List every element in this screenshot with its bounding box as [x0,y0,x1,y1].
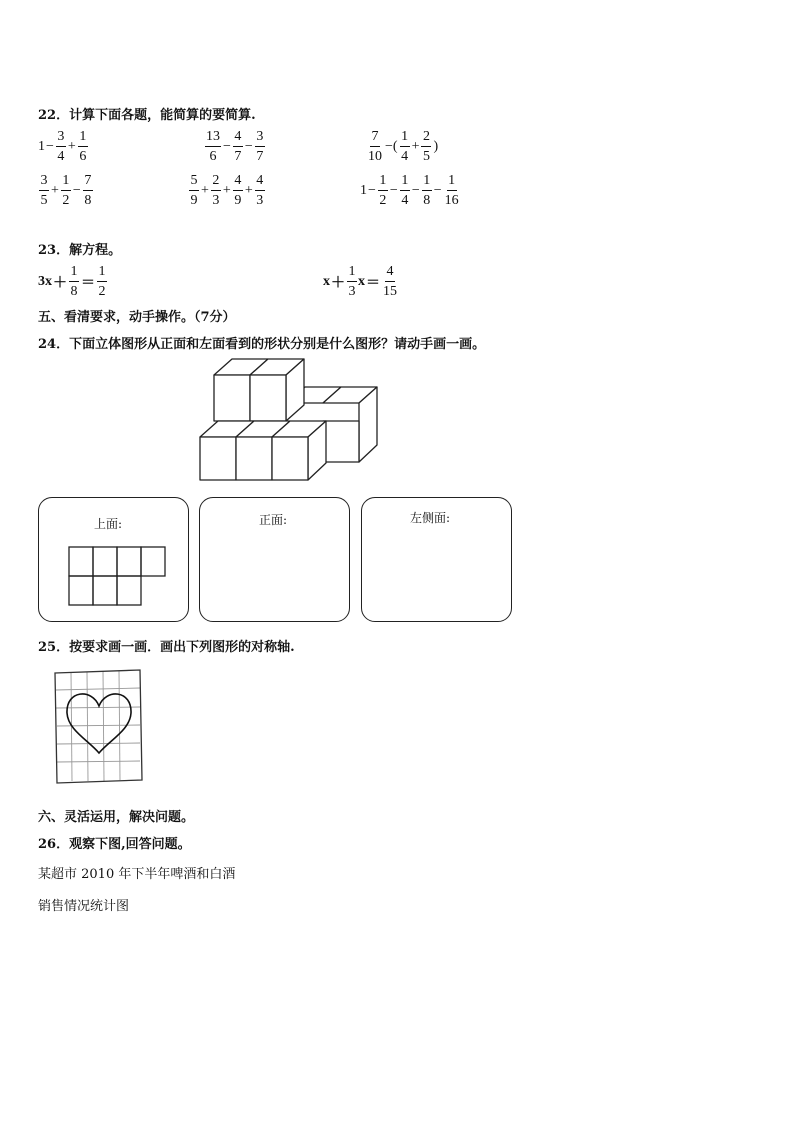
operator: ＋ [331,276,345,291]
operator: − [72,183,81,198]
denominator: 4 [57,149,65,164]
top-view-grid [68,546,168,608]
fraction [421,130,431,164]
fraction [422,174,432,208]
operator: + [67,139,76,154]
term: 3x [38,274,52,289]
denominator: 8 [70,284,78,299]
operator: − [389,183,398,198]
denominator: 2 [98,284,106,299]
q25-title: 25．按要求画一画．画出下列图形的对称轴. [38,640,295,655]
numerator: 1 [347,265,357,282]
numerator: 13 [205,130,221,147]
denominator: 2 [379,193,387,208]
fraction [400,174,410,208]
q26-title: 26．观察下图,回答问题。 [38,837,191,852]
term: x [323,274,330,289]
operator: − [46,139,54,154]
operator: − [368,183,376,198]
operator: + [244,183,253,198]
left-view-box[interactable] [361,497,512,622]
q23-title: 23．解方程。 [38,243,122,258]
operator: + [201,183,209,198]
front-view-label: 正面: [259,513,288,527]
numerator: 3 [255,130,265,147]
fraction [211,174,221,208]
denominator: 2 [62,193,70,208]
q22-expr-5 [188,174,266,208]
denominator: 8 [84,193,92,208]
q23-equation-2 [323,265,399,299]
denominator: 8 [423,193,431,208]
q23-equation-1 [38,265,108,299]
q24-title: 24．下面立体图形从正面和左面看到的形状分别是什么图形？请动手画一画。 [38,337,486,352]
chart-caption-line-1: 某超市 2010 年下半年啤酒和白酒 [38,867,236,882]
fraction [78,130,88,164]
numerator: 4 [233,130,243,147]
q22-expr-2 [204,130,266,164]
denominator: 7 [256,149,264,164]
fraction [255,174,265,208]
fraction [97,265,107,299]
numerator: 2 [421,130,431,147]
operator: + [411,139,420,154]
q22-title: 22．计算下面各题，能简算的要简算. [38,108,256,123]
numerator: 3 [39,174,49,191]
operator: −( [385,139,398,154]
fraction [367,130,383,164]
numerator: 1 [422,174,432,191]
denominator: 9 [190,193,198,208]
term: 1 [360,183,367,198]
numerator: 1 [69,265,79,282]
section-6-heading: 六、灵活运用，解决问题。 [38,810,195,825]
operator: ) [433,139,439,154]
top-view-label: 上面: [94,517,123,531]
denominator: 15 [383,284,397,299]
numerator: 1 [447,174,457,191]
operator: ＝ [366,276,380,291]
operator: − [244,139,253,154]
denominator: 10 [368,149,382,164]
numerator: 2 [211,174,221,191]
fraction [69,265,79,299]
fraction [378,174,388,208]
fraction [444,174,460,208]
denominator: 4 [401,193,409,208]
denominator: 4 [401,149,409,164]
operator: − [223,139,231,154]
operator: − [433,183,442,198]
fraction [233,130,243,164]
fraction [61,174,71,208]
fraction [39,174,49,208]
numerator: 5 [189,174,199,191]
operator: + [51,183,59,198]
numerator: 7 [370,130,380,147]
denominator: 6 [79,149,87,164]
numerator: 1 [61,174,71,191]
fraction [382,265,398,299]
numerator: 3 [56,130,66,147]
operator: ＋ [53,276,67,291]
operator: + [222,183,231,198]
chart-caption-line-2: 销售情况统计图 [38,899,130,914]
denominator: 3 [348,284,356,299]
operator: ＝ [81,276,95,291]
term: x [358,274,365,289]
denominator: 6 [209,149,217,164]
fraction [233,174,243,208]
denominator: 9 [234,193,242,208]
operator: − [411,183,420,198]
numerator: 7 [83,174,93,191]
denominator: 5 [422,149,430,164]
denominator: 3 [212,193,220,208]
section-5-heading: 五、看清要求，动手操作。（7分） [38,310,236,325]
denominator: 5 [40,193,48,208]
numerator: 4 [255,174,265,191]
fraction [400,130,410,164]
numerator: 4 [233,174,243,191]
denominator: 3 [256,193,264,208]
top-view-box [38,497,189,622]
q22-expr-4 [38,174,94,208]
front-view-box[interactable] [199,497,350,622]
fraction [255,130,265,164]
fraction [189,174,199,208]
fraction [347,265,357,299]
cube-solid-figure [195,355,380,485]
numerator: 1 [378,174,388,191]
numerator: 4 [385,265,395,282]
denominator: 7 [234,149,242,164]
left-view-label: 左侧面: [410,511,451,525]
numerator: 1 [97,265,107,282]
term: 1 [38,139,45,154]
q22-expr-1 [38,130,89,164]
numerator: 1 [400,130,410,147]
q22-expr-3 [366,130,439,164]
heart-grid-figure [52,668,144,786]
numerator: 1 [78,130,88,147]
q22-expr-6 [360,174,461,208]
denominator: 16 [444,193,459,208]
fraction [205,130,221,164]
fraction [56,130,66,164]
numerator: 1 [400,174,410,191]
fraction [83,174,93,208]
